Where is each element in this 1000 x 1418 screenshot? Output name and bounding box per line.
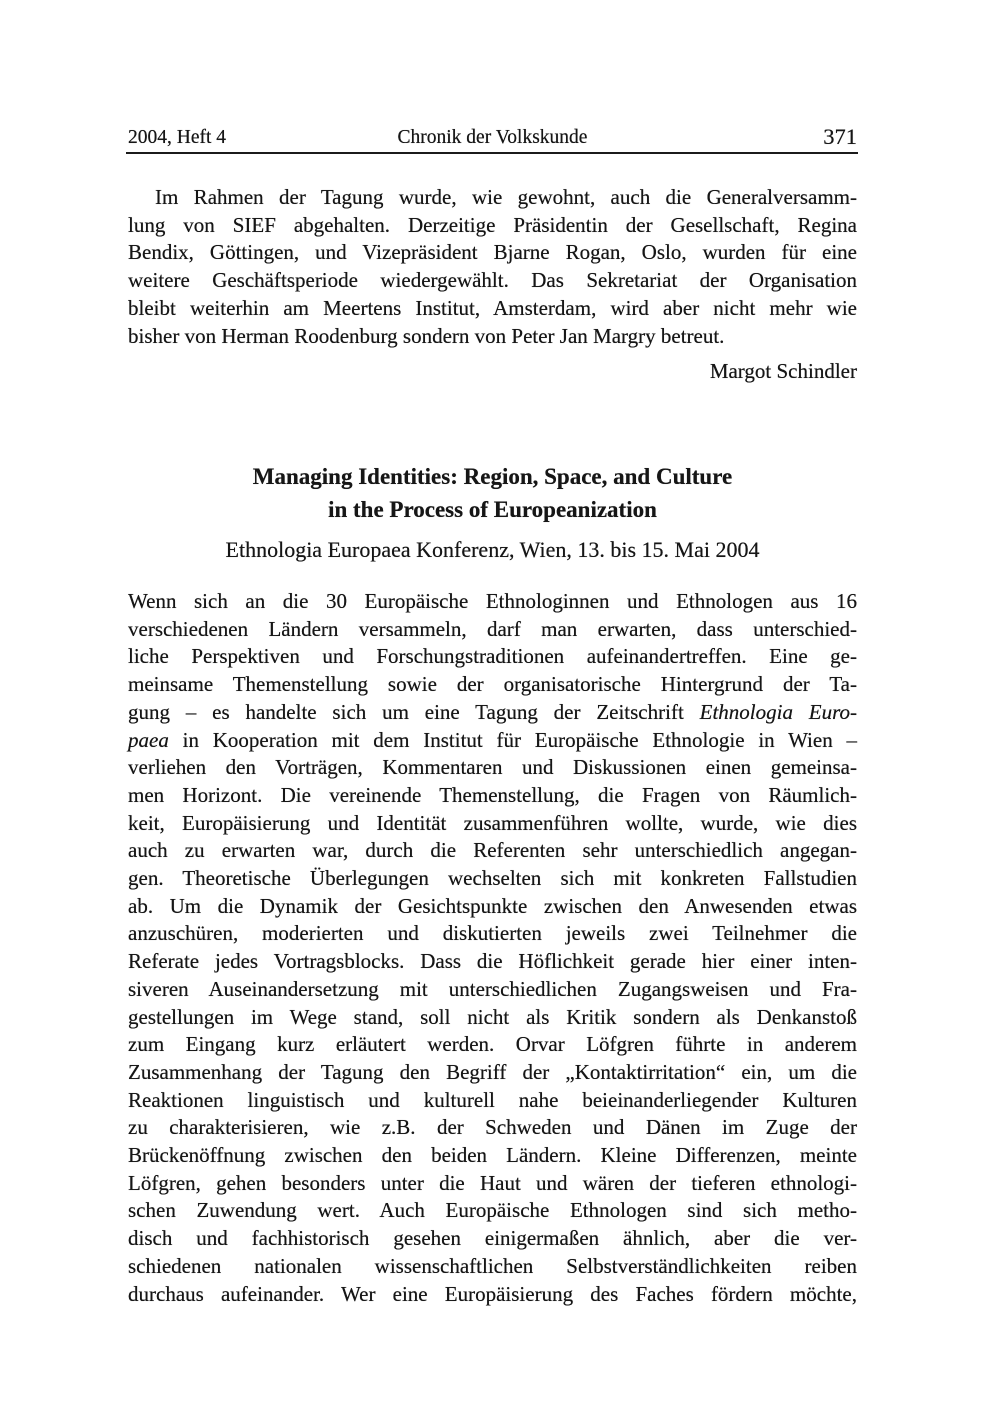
text-segment: Löfgren, gehen besonders unter die Haut und wären der tieferen ethnologi- xyxy=(128,1170,857,1195)
text-segment: ab. Um die Dynamik der Gesichtspunkte zwischen den Anwesenden etwas xyxy=(128,893,857,918)
text-line xyxy=(128,754,857,782)
text-line xyxy=(128,643,857,671)
text-segment: lung von SIEF abgehalten. Derzeitige Präsidentin der Gesellschaft, Regina xyxy=(128,212,857,237)
text-segment: meinsame Themenstellung sowie der organisatorische Hintergrund der Ta- xyxy=(128,672,857,697)
text-line xyxy=(128,727,857,755)
text-segment: siveren Auseinandersetzung mit unterschiedlichen Zugangsweisen und Fra- xyxy=(128,976,857,1001)
header-journal-title: Chronik der Volkskunde xyxy=(397,127,588,148)
text-segment: gestellungen im Wege stand, soll nicht als Kritik sondern als Denkanstoß xyxy=(128,1004,857,1029)
text-line xyxy=(128,865,857,893)
text-line xyxy=(128,1059,857,1087)
text-segment: Zusammenhang der Tagung den Begriff der „Kontaktirritation“ ein, um die xyxy=(128,1059,857,1084)
text-line xyxy=(128,239,857,267)
text-line xyxy=(128,893,857,921)
text-segment: schiedenen nationalen wissenschaftlichen Selbstverständlichkeiten reiben xyxy=(128,1253,857,1278)
text-line xyxy=(128,1031,857,1059)
text-segment: Im Rahmen der Tagung wurde, wie gewohnt, auch die Generalversamm- xyxy=(155,185,857,209)
text-segment: disch und fachhistorisch gesehen einigermaßen ähnlich, aber die ver- xyxy=(128,1226,857,1251)
text-line xyxy=(128,1170,857,1198)
text-line xyxy=(128,1087,857,1115)
running-header xyxy=(128,124,857,152)
text-line xyxy=(128,212,857,240)
article-title xyxy=(128,460,857,526)
text-segment: verliehen den Vorträgen, Kommentaren und Diskussionen einen gemeinsa- xyxy=(128,755,857,780)
text-line xyxy=(128,1281,857,1309)
text-line xyxy=(128,267,857,295)
text-line xyxy=(128,295,857,323)
header-issue: 2004, Heft 4 xyxy=(128,127,227,148)
text-segment: Referate jedes Vortragsblocks. Dass die Höflichkeit gerade hier einer inten- xyxy=(128,949,857,974)
text-segment: Brückenöffnung zwischen den beiden Ländern. Kleine Differenzen, meinte xyxy=(128,1143,857,1168)
text-segment: men Horizont. Die vereinende Themenstellung, die Fragen von Räumlich- xyxy=(128,782,857,807)
article-subtitle: Ethnologia Europaea Konferenz, Wien, 13. bis 15. Mai 2004 xyxy=(225,537,760,562)
text-line xyxy=(128,588,857,616)
text-line xyxy=(128,1225,857,1253)
text-line xyxy=(128,699,857,727)
text-line xyxy=(128,810,857,838)
text-segment: schen Zuwendung wert. Auch Europäische Ethnologen sind sich metho- xyxy=(128,1198,857,1223)
italic-text: paea xyxy=(128,727,169,752)
text-line xyxy=(128,837,857,865)
text-segment: zum Eingang kurz erläutert werden. Orvar Löfgren führte in anderem xyxy=(128,1032,857,1057)
text-segment: Bendix, Göttingen, und Vizepräsident Bjarne Rogan, Oslo, wurden für eine xyxy=(128,240,857,265)
text-segment: gen. Theoretische Überlegungen wechselten sich mit konkreten Fallstudien xyxy=(128,866,857,891)
text-line xyxy=(128,976,857,1004)
text-segment: Wenn sich an die 30 Europäische Ethnologinnen und Ethnologen aus 16 xyxy=(128,589,857,613)
text-segment: gung – es handelte sich um eine Tagung der Zeitschrift xyxy=(128,699,700,724)
text-line xyxy=(128,1142,857,1170)
text-line xyxy=(128,948,857,976)
header-rule xyxy=(126,152,858,154)
text-segment: zu charakterisieren, wie z.B. der Schweden und Dänen im Zuge der xyxy=(128,1115,857,1140)
header-page-number: 371 xyxy=(823,124,857,149)
text-line xyxy=(128,1004,857,1032)
text-segment: weitere Geschäftsperiode wiedergewählt. Das Sekretariat der Organisation xyxy=(128,268,857,293)
italic-text: Ethnologia Euro- xyxy=(699,699,857,724)
text-line xyxy=(128,782,857,810)
article-body-paragraph xyxy=(128,588,857,1308)
text-line xyxy=(128,920,857,948)
text-line xyxy=(128,1114,857,1142)
sief-report-paragraph xyxy=(128,184,857,350)
text-line xyxy=(128,1197,857,1225)
text-segment: liche Perspektiven und Forschungstraditionen aufeinandertreffen. Eine ge- xyxy=(128,644,857,669)
text-segment: Reaktionen linguistisch und kulturell nahe beieinanderliegender Kulturen xyxy=(128,1087,857,1112)
author-signature: Margot Schindler xyxy=(709,359,857,383)
text-segment: keit, Europäisierung und Identität zusammenführen wollte, wurde, wie dies xyxy=(128,810,857,835)
text-line xyxy=(128,1253,857,1281)
text-segment: bisher von Herman Roodenburg sondern von Peter Jan Margry betreut. xyxy=(128,323,725,348)
text-segment: auch zu erwarten war, durch die Referenten sehr unterschiedlich angegan- xyxy=(128,838,857,863)
text-line xyxy=(128,323,857,351)
article-title-line1: Managing Identities: Region, Space, and Culture xyxy=(252,464,733,489)
text-line xyxy=(128,671,857,699)
article-title-line2: in the Process of Europeanization xyxy=(328,497,657,522)
text-segment: verschiedenen Ländern versammeln, darf man erwarten, dass unterschied- xyxy=(128,616,857,641)
text-segment: durchaus aufeinander. Wer eine Europäisierung des Faches fördern möchte, xyxy=(128,1281,857,1306)
text-line xyxy=(128,616,857,644)
text-segment: in Kooperation mit dem Institut für Europäische Ethnologie in Wien – xyxy=(168,727,857,752)
text-line xyxy=(128,184,857,212)
text-segment: bleibt weiterhin am Meertens Institut, Amsterdam, wird aber nicht mehr wie xyxy=(128,295,857,320)
text-segment: anzuschüren, moderierten und diskutierten jeweils zwei Teilnehmer die xyxy=(128,921,857,946)
